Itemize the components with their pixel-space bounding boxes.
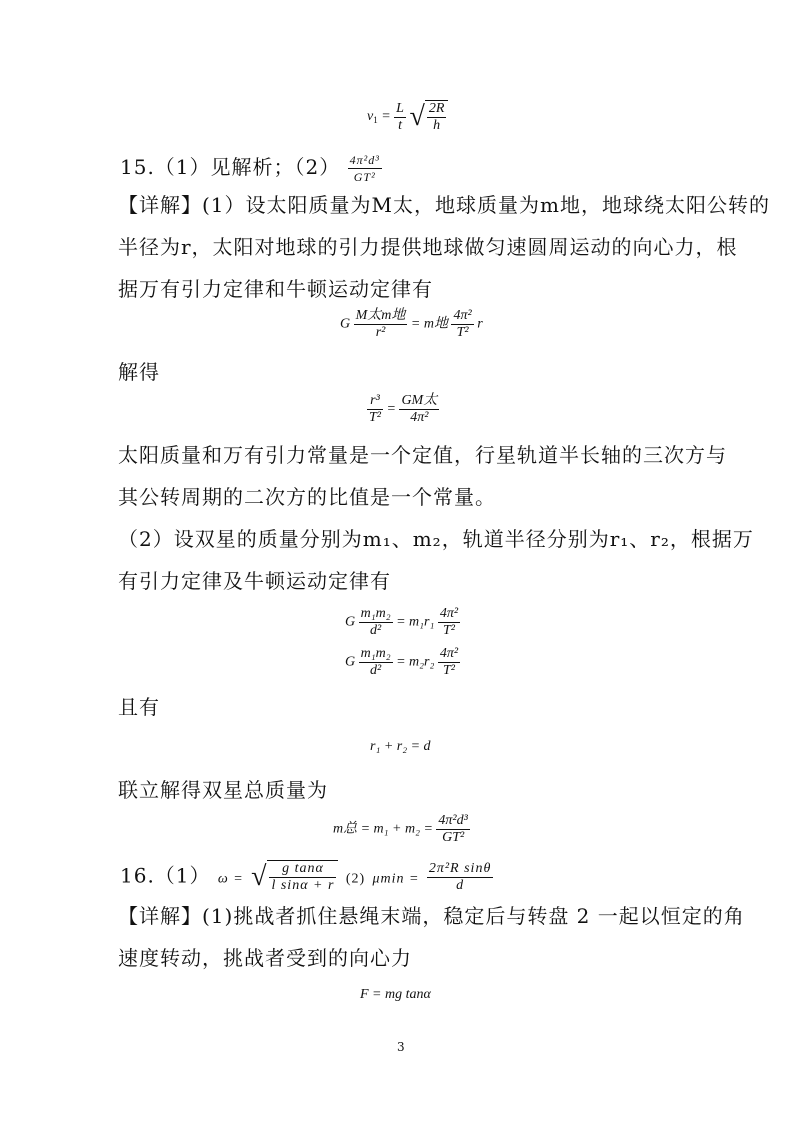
eq-binary1-fnum: 4π² [439, 606, 459, 621]
detail1-line1: 【详解】(1）设太阳质量为M太，地球质量为m地，地球绕太阳公转的 [118, 193, 770, 217]
detail2-line1: （2）设双星的质量分别为m₁、m₂，轨道半径分别为r₁、r₂，根据万 [118, 527, 754, 551]
q16-part2: (2) [345, 871, 366, 887]
eq-gravity-G: G [340, 316, 351, 332]
q15-label: 15.（1）见解析；（2） [120, 155, 341, 179]
eq-binary2-eq: = [396, 654, 406, 670]
detail1-line2: 半径为r，太阳对地球的引力提供地球做匀速圆周运动的向心力，根 [118, 235, 738, 259]
eq-kepler-rhs-num: GM太 [401, 393, 438, 408]
qieyou-text: 且有 [118, 695, 160, 719]
eq-v1-lhs-sub: 1 [373, 115, 378, 126]
detail3-line2: 速度转动，挑战者受到的向心力 [118, 946, 412, 970]
jiede-text: 解得 [118, 360, 160, 384]
q15-answer-num: 4π²d³ [349, 153, 380, 167]
eq-binary2-G: G [345, 654, 356, 670]
eq-kepler-lhs [367, 393, 383, 426]
eq-binary2-fraction [359, 646, 393, 679]
eq-binary2-fden: T² [442, 663, 455, 678]
eq-binary1-rhs: m₁r₁ [409, 614, 435, 630]
eq-binary2-rhs: m₂r₂ [409, 654, 435, 670]
eq-binary2-rhs-fraction [438, 646, 460, 679]
conclusion-line2: 其公转周期的二次方的比值是一个常量。 [118, 485, 496, 509]
q15-answer [348, 152, 382, 185]
eq-v1-sqrt: √ $\frac{2R}{h}$ [409, 100, 448, 134]
eq-binary1-den: d² [370, 623, 382, 638]
eq-gravity-rhs-r: r [477, 316, 483, 332]
eq-v1-lhs: v [367, 109, 374, 125]
eq-binary2-fnum: 4π² [439, 646, 459, 661]
q15-line [120, 152, 382, 185]
eq-binary1-G: G [345, 614, 356, 630]
equation-force: F = mg tanα [360, 987, 431, 1002]
eq-v1-fraction [394, 101, 406, 134]
eq-binary1-rhs-fraction [438, 606, 460, 639]
eq-v1-eq: = [381, 109, 391, 125]
q16-omega: ω = [217, 871, 244, 887]
eq-kepler-rhs-den: 4π² [410, 410, 429, 425]
q16-label: 16.（1） [120, 863, 211, 888]
q16-mu-fraction [427, 861, 493, 894]
eq-v1-den: t [398, 117, 403, 133]
eq-kepler-lhs-num: r³ [367, 393, 383, 410]
q16-omega-num: g tanα [269, 861, 336, 878]
eq-gravity-rhs-m: m地 [423, 316, 448, 332]
equation-binary-1 [345, 606, 460, 639]
equation-binary-2 [345, 646, 460, 679]
lianli-text: 联立解得双星总质量为 [118, 778, 328, 802]
q16-omega-sqrt: √ $\frac{\text{g tanα}}{\text{l sinα + r}}$ [251, 860, 338, 894]
eq-binary2-den: d² [370, 663, 382, 678]
eq-gravity-eq: = [410, 316, 421, 332]
eq-binary1-num: m₁m₂ [360, 606, 391, 621]
eq-v1-rad-num: 2R [428, 101, 445, 116]
q15-answer-den: GT² [353, 170, 376, 184]
eq-total-lhs: m总 = m₁ + m₂ = [333, 821, 433, 837]
page-number: 3 [397, 1040, 405, 1054]
eq-gravity-rhs-num: 4π² [453, 308, 472, 323]
eq-binary1-eq: = [396, 614, 406, 630]
eq-binary1-fden: T² [442, 623, 455, 638]
eq-v1-rad-den: h [433, 118, 441, 133]
conclusion-line1: 太阳质量和万有引力常量是一个定值，行星轨道半长轴的三次方与 [118, 443, 727, 467]
eq-binary1-fraction [359, 606, 393, 639]
equation-total-mass [333, 813, 470, 846]
eq-kepler-lhs-den: T² [369, 410, 381, 425]
equation-gravity [340, 308, 483, 341]
equation-sum-r: r₁ + r₂ = d [370, 739, 431, 754]
eq-gravity-den: r² [375, 325, 386, 340]
eq-kepler-rhs [399, 393, 439, 426]
eq-total-fraction [436, 813, 469, 846]
eq-gravity-rhs-fraction [451, 308, 473, 341]
eq-gravity-rhs-den: T² [456, 325, 469, 340]
eq-kepler-eq: = [386, 401, 396, 417]
eq-v1-num: L [396, 100, 404, 116]
equation-kepler [367, 393, 439, 426]
equation-v1 [367, 100, 448, 134]
eq-total-num: 4π²d³ [438, 813, 468, 828]
detail2-line2: 有引力定律及牛顿运动定律有 [118, 569, 391, 593]
q16-mu-den: d [456, 877, 465, 893]
eq-total-den: GT² [442, 830, 465, 845]
eq-gravity-num: M太m地 [355, 308, 406, 323]
q16-mu: μmin = [372, 871, 420, 887]
eq-gravity-fraction [354, 308, 408, 341]
q16-line [120, 860, 493, 894]
q16-omega-den: l sinα + r [271, 878, 335, 893]
detail1-line3: 据万有引力定律和牛顿运动定律有 [118, 277, 433, 301]
q16-mu-num: 2π²R sinθ [428, 860, 492, 876]
detail3-line1: 【详解】(1)挑战者抓住悬绳末端，稳定后与转盘 2 一起以恒定的角 [118, 904, 745, 928]
eq-binary2-num: m₁m₂ [360, 646, 391, 661]
